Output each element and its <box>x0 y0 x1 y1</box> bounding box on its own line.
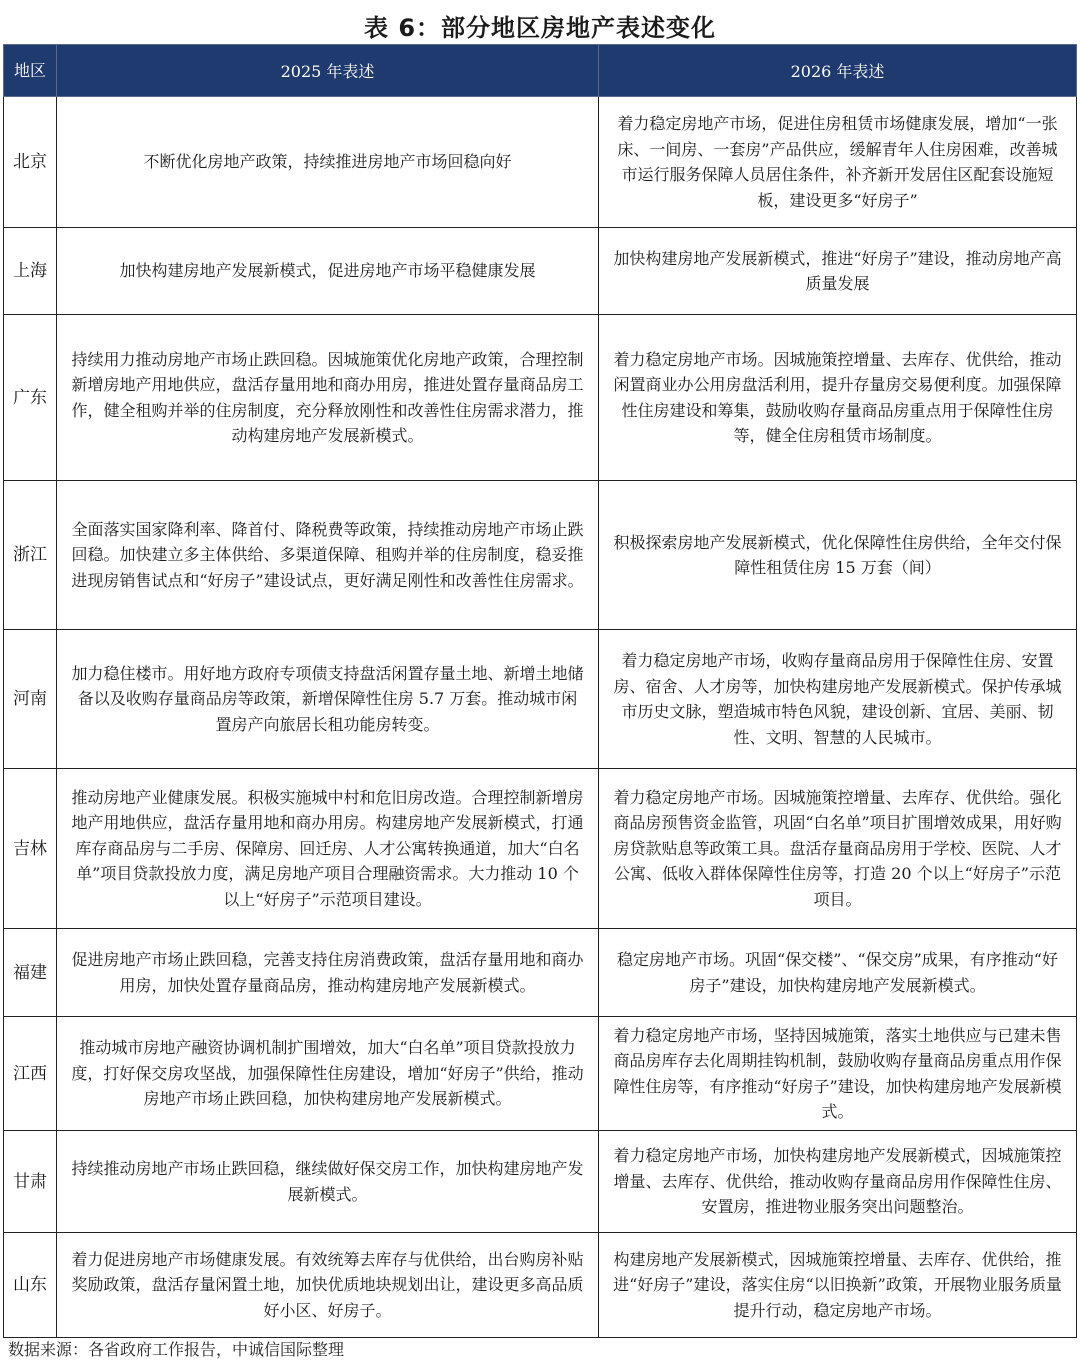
statement-2026-cell: 加快构建房地产发展新模式，推进“好房子”建设，推动房地产高质量发展 <box>599 228 1077 315</box>
header-region: 地区 <box>4 45 57 97</box>
table-row <box>4 1017 1077 1131</box>
region-cell: 甘肃 <box>4 1131 57 1233</box>
region-statement-table <box>3 44 1077 1338</box>
statement-2026-cell: 着力稳定房地产市场，促进住房租赁市场健康发展，增加“一张床、一间房、一套房”产品供应，缓解青年人住房困难，改善城市运行服务保障人员居住条件，补齐新开发居住区配套设施短板，建设更多“好房子” <box>599 97 1077 228</box>
table-row <box>4 315 1077 481</box>
region-cell: 广东 <box>4 315 57 481</box>
region-cell: 吉林 <box>4 769 57 929</box>
region-cell: 河南 <box>4 630 57 769</box>
statement-2026-cell: 着力稳定房地产市场。因城施策控增量、去库存、优供给，推动闲置商业办公用房盘活利用，提升存量房交易便利度。加强保障性住房建设和筹集，鼓励收购存量商品房重点用于保障性住房等，健全住房租赁市场制度。 <box>599 315 1077 481</box>
region-cell: 福建 <box>4 929 57 1017</box>
table-row <box>4 630 1077 769</box>
table-row <box>4 97 1077 228</box>
statement-2025-cell: 持续推动房地产市场止跌回稳，继续做好保交房工作，加快构建房地产发展新模式。 <box>57 1131 599 1233</box>
region-cell: 山东 <box>4 1233 57 1338</box>
data-source-note: 数据来源：各省政府工作报告，中诚信国际整理 <box>8 1340 345 1359</box>
statement-2025-cell: 推动城市房地产融资协调机制扩围增效，加大“白名单”项目贷款投放力度，打好保交房攻坚战，加强保障性住房建设，增加“好房子”供给，推动房地产市场止跌回稳，加快构建房地产发展新模式。 <box>57 1017 599 1131</box>
statement-2026-cell: 着力稳定房地产市场，坚持因城施策，落实土地供应与已建未售商品房库存去化周期挂钩机制，鼓励收购存量商品房重点用作保障性住房等，有序推动“好房子”建设，加快构建房地产发展新模式。 <box>599 1017 1077 1131</box>
statement-2025-cell: 持续用力推动房地产市场止跌回稳。因城施策优化房地产政策，合理控制新增房地产用地供应，盘活存量用地和商办用房，推进处置存量商品房工作，健全租购并举的住房制度，充分释放刚性和改善性住房需求潜力，推动构建房地产发展新模式。 <box>57 315 599 481</box>
table-row <box>4 769 1077 929</box>
region-cell: 北京 <box>4 97 57 228</box>
table-row <box>4 929 1077 1017</box>
region-cell: 浙江 <box>4 481 57 630</box>
table-row <box>4 481 1077 630</box>
statement-2025-cell: 着力促进房地产市场健康发展。有效统筹去库存与优供给，出台购房补贴奖励政策，盘活存量闲置土地，加快优质地块规划出让，建设更多高品质好小区、好房子。 <box>57 1233 599 1338</box>
header-2026: 2026 年表述 <box>599 45 1077 97</box>
table-row <box>4 228 1077 315</box>
statement-2026-cell: 着力稳定房地产市场，加快构建房地产发展新模式，因城施策控增量、去库存、优供给，推动收购存量商品房用作保障性住房、安置房，推进物业服务突出问题整治。 <box>599 1131 1077 1233</box>
region-cell: 上海 <box>4 228 57 315</box>
statement-2026-cell: 着力稳定房地产市场。因城施策控增量、去库存、优供给。强化商品房预售资金监管，巩固“白名单”项目扩围增效成果，用好购房贷款贴息等政策工具。盘活存量商品房用于学校、医院、人才公寓、低收入群体保障性住房等，打造 20 个以上“好房子”示范项目。 <box>599 769 1077 929</box>
header-2025: 2025 年表述 <box>57 45 599 97</box>
header-row <box>4 45 1077 97</box>
table-row <box>4 1233 1077 1338</box>
table-row <box>4 1131 1077 1233</box>
region-cell: 江西 <box>4 1017 57 1131</box>
statement-2025-cell: 全面落实国家降利率、降首付、降税费等政策，持续推动房地产市场止跌回稳。加快建立多主体供给、多渠道保障、租购并举的住房制度，稳妥推进现房销售试点和“好房子”建设试点，更好满足刚性和改善性住房需求。 <box>57 481 599 630</box>
statement-2026-cell: 着力稳定房地产市场，收购存量商品房用于保障性住房、安置房、宿舍、人才房等，加快构建房地产发展新模式。保护传承城市历史文脉，塑造城市特色风貌，建设创新、宜居、美丽、韧性、文明、智慧的人民城市。 <box>599 630 1077 769</box>
statement-2026-cell: 构建房地产发展新模式，因城施策控增量、去库存、优供给，推进“好房子”建设，落实住房“以旧换新”政策，开展物业服务质量提升行动，稳定房地产市场。 <box>599 1233 1077 1338</box>
statement-2026-cell: 稳定房地产市场。巩固“保交楼”、“保交房”成果，有序推动“好房子”建设，加快构建房地产发展新模式。 <box>599 929 1077 1017</box>
statement-2026-cell: 积极探索房地产发展新模式，优化保障性住房供给，全年交付保障性租赁住房 15 万套（间） <box>599 481 1077 630</box>
statement-2025-cell: 加力稳住楼市。用好地方政府专项债支持盘活闲置存量土地、新增土地储备以及收购存量商品房等政策，新增保障性住房 5.7 万套。推动城市闲置房产向旅居长租功能房转变。 <box>57 630 599 769</box>
statement-2025-cell: 不断优化房地产政策，持续推进房地产市场回稳向好 <box>57 97 599 228</box>
table-title: 表 6：部分地区房地产表述变化 <box>363 14 717 42</box>
statement-2025-cell: 促进房地产市场止跌回稳，完善支持住房消费政策，盘活存量用地和商办用房，加快处置存量商品房，推动构建房地产发展新模式。 <box>57 929 599 1017</box>
statement-2025-cell: 推动房地产业健康发展。积极实施城中村和危旧房改造。合理控制新增房地产用地供应，盘活存量用地和商办用房。构建房地产发展新模式，打通库存商品房与二手房、保障房、回迁房、人才公寓转换通道，加大“白名单”项目贷款投放力度，满足房地产项目合理融资需求。大力推动 10 个以上“好房子”示范项目建设。 <box>57 769 599 929</box>
statement-2025-cell: 加快构建房地产发展新模式，促进房地产市场平稳健康发展 <box>57 228 599 315</box>
